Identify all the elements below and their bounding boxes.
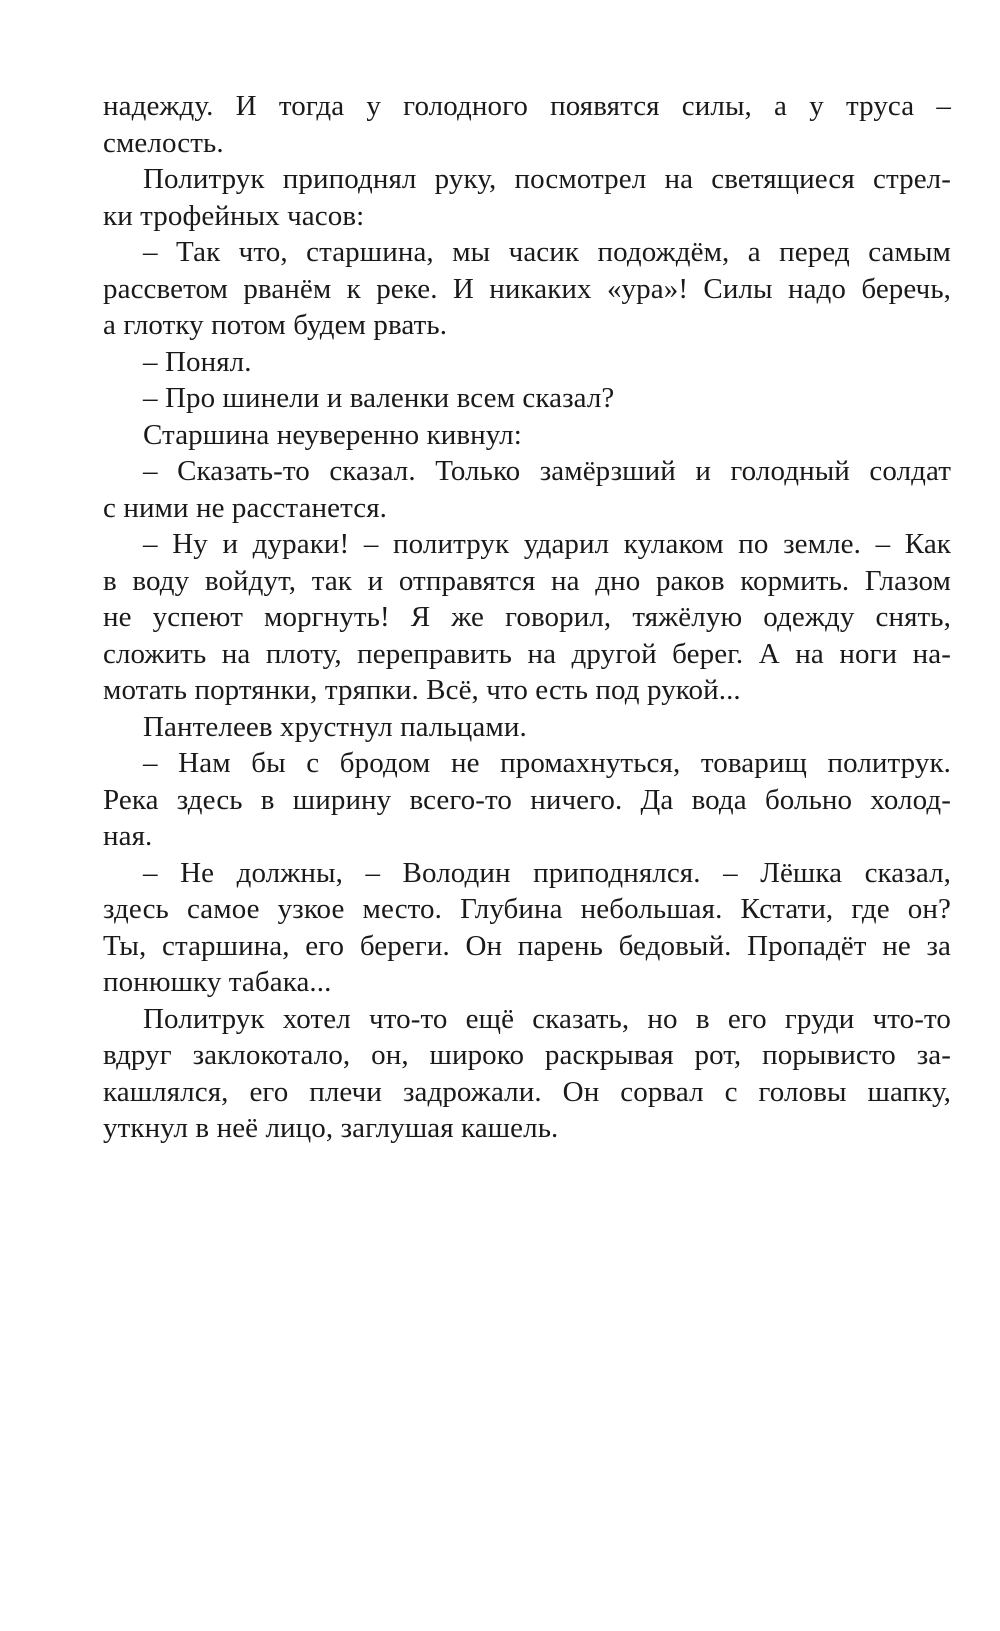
text-line: не успеют моргнуть! Я же говорил, тяжёлую одежду снять, — [103, 601, 951, 633]
text-line: Река здесь в ширину всего-то ничего. Да вода больно холод- — [103, 783, 951, 816]
text-line: сложить на плоту, переправить на другой берег. А на ноги на- — [103, 637, 951, 670]
text-line: здесь самое узкое место. Глубина небольшая. Кстати, где он? — [103, 893, 951, 925]
text-line: с ними не расстанется. — [103, 491, 388, 524]
text-line: – Так что, старшина, мы часик подождём, а перед самым — [143, 236, 951, 268]
text-line: – Нам бы с бродом не промахнуться, товарищ политрук. — [143, 747, 951, 779]
text-line: – Про шинели и валенки всем сказал? — [143, 382, 615, 414]
text-line: рассветом рванём к реке. И никаких «ура»! Силы надо беречь, — [103, 272, 951, 305]
text-line: смелость. — [103, 126, 224, 159]
text-line: – Сказать-то сказал. Только замёрзший и голодный солдат — [143, 455, 951, 487]
text-line: мотать портянки, тряпки. Всё, что есть под рукой... — [103, 674, 741, 706]
text-line: – Понял. — [143, 345, 252, 378]
text-line: Политрук приподнял руку, посмотрел на светящиеся стрел- — [143, 163, 951, 195]
page-text — [103, 88, 951, 1147]
text-line: понюшку табака... — [103, 966, 332, 998]
text-line: кашлялся, его плечи задрожали. Он сорвал с головы шапку, — [103, 1075, 951, 1108]
text-line: Старшина неуверенно кивнул: — [143, 418, 522, 451]
text-line: надежду. И тогда у голодного появятся силы, а у труса – — [103, 90, 951, 122]
text-line: Пантелеев хрустнул пальцами. — [143, 710, 527, 743]
text-line: Политрук хотел что-то ещё сказать, но в его груди что-то — [143, 1002, 951, 1035]
text-line: ки трофейных часов: — [103, 199, 365, 232]
text-line: в воду войдут, так и отправятся на дно раков кормить. Глазом — [103, 564, 951, 597]
text-line: уткнул в неё лицо, заглушая кашель. — [103, 1112, 559, 1144]
text-line: а глотку потом будем рвать. — [103, 309, 448, 341]
text-line: – Ну и дураки! – политрук ударил кулаком по земле. – Как — [143, 528, 951, 560]
text-line: – Не должны, – Володин приподнялся. – Лёшка сказал, — [143, 856, 951, 889]
text-line: ная. — [103, 820, 153, 852]
text-line: вдруг заклокотало, он, широко раскрывая рот, порывисто за- — [103, 1039, 951, 1071]
text-line: Ты, старшина, его береги. Он парень бедовый. Пропадёт не за — [103, 929, 951, 962]
